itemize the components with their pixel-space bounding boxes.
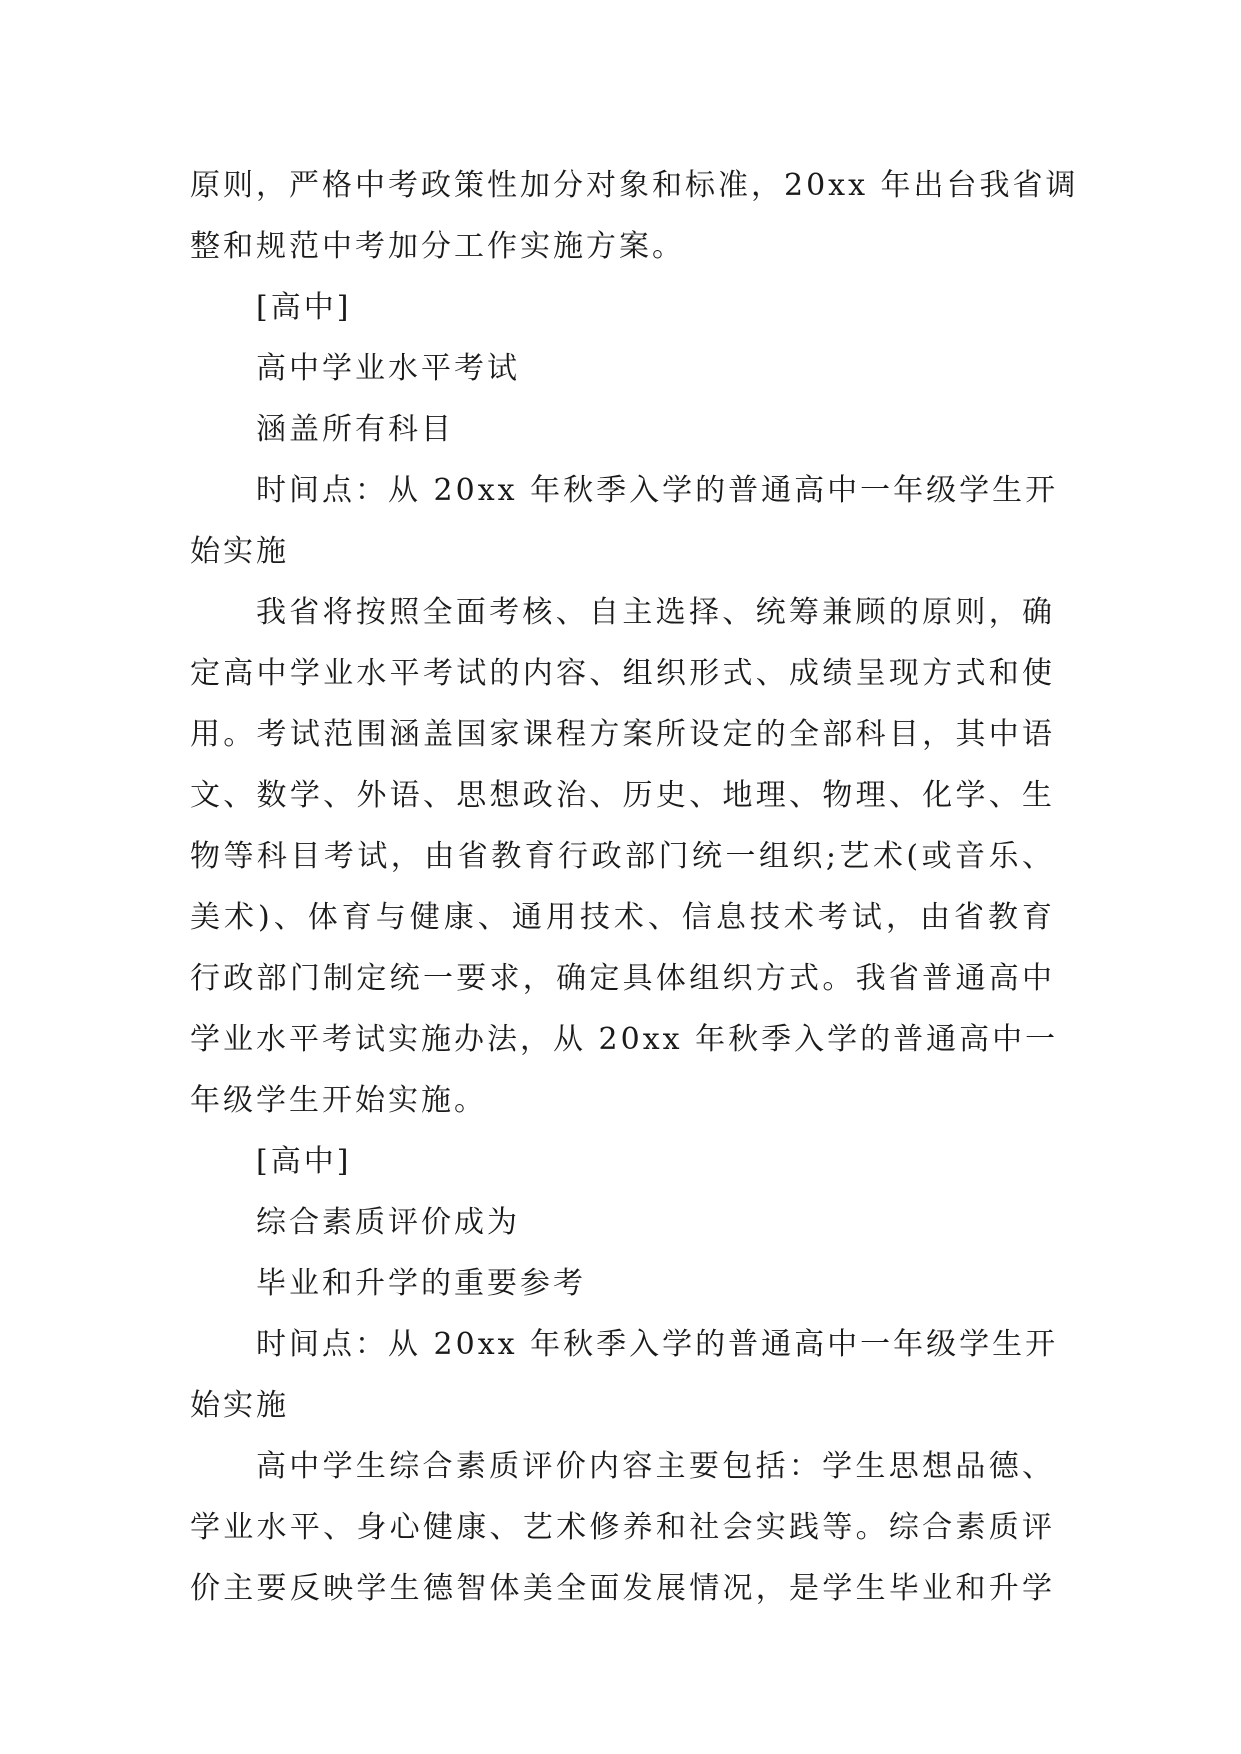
text-line: 学业水平、身心健康、艺术修养和社会实践等。综合素质评 [190, 1510, 1055, 1545]
text-line: 高中学生综合素质评价内容主要包括：学生思想品德、 [256, 1449, 1055, 1484]
text-line: 我省将按照全面考核、自主选择、统筹兼顾的原则，确 [256, 595, 1055, 630]
text-line: 定高中学业水平考试的内容、组织形式、成绩呈现方式和使 [190, 656, 1055, 691]
text-line: 价主要反映学生德智体美全面发展情况，是学生毕业和升学 [190, 1571, 1055, 1606]
text-line: 综合素质评价成为 [256, 1205, 520, 1240]
text-line: 物等科目考试，由省教育行政部门统一组织;艺术(或音乐、 [190, 839, 1055, 874]
text-line: 始实施 [190, 534, 289, 569]
text-line: 年级学生开始实施。 [190, 1083, 487, 1118]
text-line: 毕业和升学的重要参考 [256, 1266, 586, 1301]
text-line: 行政部门制定统一要求，确定具体组织方式。我省普通高中 [190, 961, 1055, 996]
text-line: 时间点：从 20xx 年秋季入学的普通高中一年级学生开 [256, 1327, 1059, 1362]
text-line: 始实施 [190, 1388, 289, 1423]
text-line: 美术)、体育与健康、通用技术、信息技术考试，由省教育 [190, 900, 1055, 935]
text-line: 整和规范中考加分工作实施方案。 [190, 229, 685, 264]
text-line: 高中学业水平考试 [256, 351, 520, 386]
text-line: 文、数学、外语、思想政治、历史、地理、物理、化学、生 [190, 778, 1055, 813]
text-line: [高中] [256, 1144, 352, 1179]
text-line: 用。考试范围涵盖国家课程方案所设定的全部科目，其中语 [190, 717, 1055, 752]
text-line: 原则，严格中考政策性加分对象和标准，20xx 年出台我省调 [190, 168, 1079, 203]
document-page [190, 155, 1079, 1619]
text-line: 学业水平考试实施办法，从 20xx 年秋季入学的普通高中一 [190, 1022, 1059, 1057]
text-line: [高中] [256, 290, 352, 325]
text-line: 时间点：从 20xx 年秋季入学的普通高中一年级学生开 [256, 473, 1059, 508]
text-line: 涵盖所有科目 [256, 412, 454, 447]
